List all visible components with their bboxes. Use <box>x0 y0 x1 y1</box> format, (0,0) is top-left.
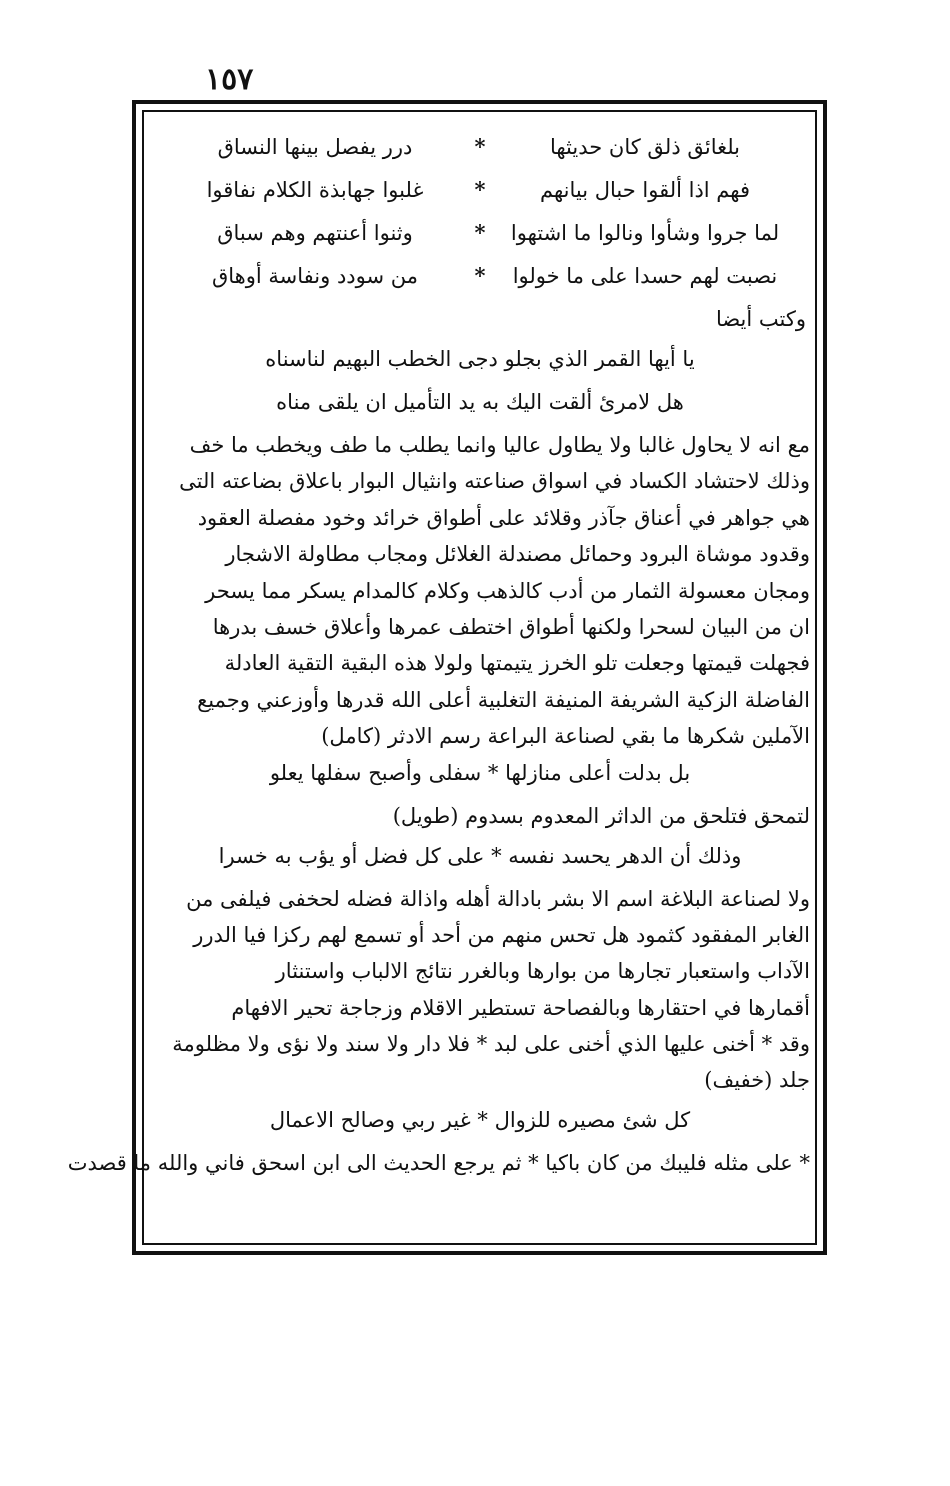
verse-row <box>150 214 810 257</box>
verse-row <box>150 257 810 300</box>
prose-line: الآداب واستعبار تجارها من بوارها وبالغرر نتائج الالباب واستنثار <box>275 959 810 984</box>
centered-verse: هل لامرئ ألقت اليك به يد التأميل ان يلقى مناه <box>276 390 684 414</box>
verse-hemistich-right: نصبت لهم حسدا على ما خولوا <box>512 264 778 288</box>
prose-line: هي جواهر في أعناق جآذر وقلائد على أطواق خرائد وخود مفصلة العقود <box>197 505 810 530</box>
verse-row <box>150 171 810 214</box>
verse-hemistich-left: غلبوا جهابذة الكلام نفاقوا <box>206 178 424 202</box>
prose-line: جلد (خفيف) <box>704 1068 810 1093</box>
section-label: وكتب أيضا <box>715 307 806 331</box>
prose-line: مع انه لا يحاول غالبا ولا يطاول عاليا وانما يطلب ما طف ويخطب ما خف <box>189 433 810 457</box>
verse-hemistich-left: من سودد ونفاسة أوهاق <box>211 264 418 288</box>
prose-line: الآملين شكرها ما بقي لصناعة البراعة رسم الادثر (كامل) <box>321 724 810 749</box>
prose-line: ولا لصناعة البلاغة اسم الا بشر بادالة أهله واذالة فضله لحخفى فيلفى من <box>186 886 810 911</box>
verse-hemistich-left: وثنوا أعنتهم وهم سباق <box>217 221 413 245</box>
prose-line: فجهلت قيمتها وجعلت تلو الخرز يتيمتها ولولا هذه البقية التقية العادلة <box>224 651 810 676</box>
verse-row <box>150 128 810 171</box>
verse-separator: * <box>474 263 486 288</box>
prose-line: لتمحق فتلحق من الداثر المعدوم بسدوم (طويل) <box>392 803 810 828</box>
prose-line: وذلك لاحتشاد الكساد في اسواق صناعته وانثيال البوار باعلاق بضاعته التى <box>179 469 810 494</box>
prose-line: أقمارها في احتقارها وبالفصاحة تستطير الاقلام وزجاجة تحير الافهام <box>231 995 810 1020</box>
verse-hemistich-left: درر يفصل بينها النساق <box>217 135 413 159</box>
verse-hemistich-right: لما جروا وشأوا ونالوا ما اشتهوا <box>510 221 780 245</box>
verse-separator: * <box>474 177 486 202</box>
verse-hemistich-right: فهم اذا ألقوا حبال بيانهم <box>539 178 750 202</box>
prose-line: * على مثله فليبك من كان باكيا * ثم يرجع الحديث الى ابن اسحق فاني والله ما قصدت <box>67 1151 810 1176</box>
centered-verse: يا أيها القمر الذي بجلو دجى الخطب البهيم لناسناه <box>265 347 695 371</box>
centered-verse: وذلك أن الدهر يحسد نفسه * على كل فضل أو يؤب به خسرا <box>218 843 742 868</box>
prose-line: وقد * أخنى عليها الذي أخنى على لبد * فلا دار ولا سند ولا نؤى ولا مظلومة <box>172 1032 810 1057</box>
verse-separator: * <box>474 134 486 159</box>
prose-line: الغابر المفقود كثمود هل تحس منهم من أحد أو تسمع لهم ركزا فيا الدرر <box>193 922 810 947</box>
prose-line: الفاضلة الزكية الشريفة المنيفة التغلبية أعلى الله قدرها وأوزعني وجميع <box>197 687 810 712</box>
verse-hemistich-right: بلغائق ذلق كان حديثها <box>549 135 741 159</box>
centered-verse: بل بدلت أعلى منازلها * سفلى وأصبح سفلها يعلو <box>269 760 691 785</box>
prose-line: ومجان معسولة الثمار من أدب كالذهب وكلام كالمدام يسكر مما يسحر <box>205 578 810 603</box>
prose-line: ان من البيان لسحرا ولكنها أطواق اختطف عمرها وأعلاق خسف بدرها <box>212 614 810 639</box>
prose-line: وقدود موشاة البرود وحمائل مصندلة الغلائل ومجاب مطاولة الاشجار <box>225 542 810 567</box>
centered-verse: كل شئ مصيره للزوال * غير ربي وصالح الاعمال <box>269 1108 691 1133</box>
text-block <box>67 128 810 1181</box>
verse-separator: * <box>474 220 486 245</box>
page-number: ١٥٧ <box>205 62 254 97</box>
